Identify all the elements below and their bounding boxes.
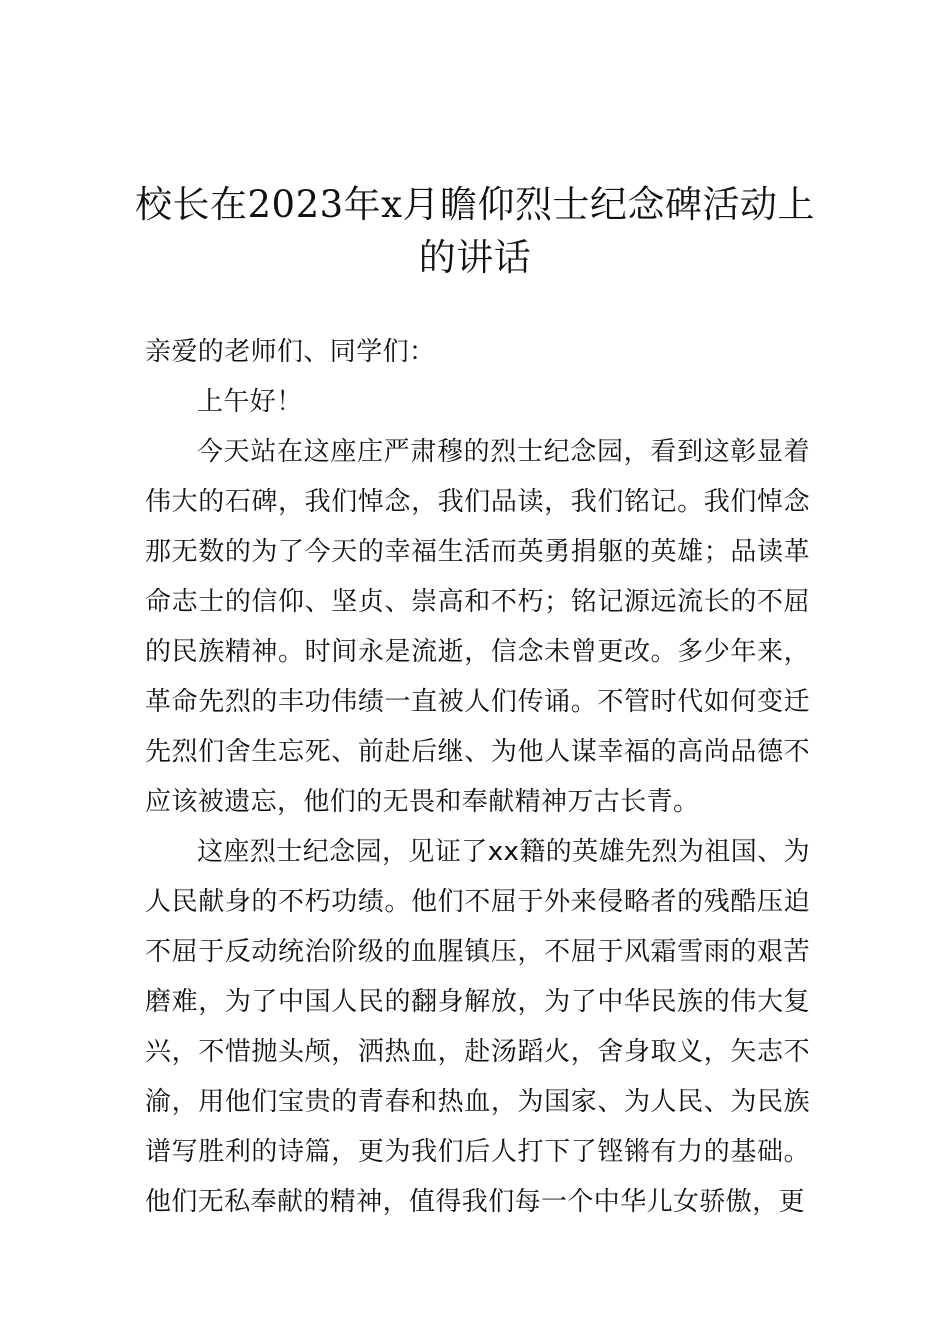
title-line-2: 的讲话	[418, 236, 532, 279]
salutation: 亲爱的老师们、同学们：	[145, 337, 436, 367]
paragraph-1: 今天站在这座庄严肃穆的烈士纪念园，看到这彰显着伟大的石碑，我们悼念，我们品读，我们铭记。我们悼念那无数的为了今天的幸福生活而英勇捐躯的英雄；品读革命志士的信仰、坚贞、崇高和不朽；铭记源远流长的不屈的民族精神。时间永是流逝，信念未曾更改。多少年来，革命先烈的丰功伟绩一直被人们传诵。不管时代如何变迁先烈们舍生忘死、前赴后继、为他人谋幸福的高尚品德不应该被遗忘，他们的无畏和奉献精神万古长青。	[145, 437, 810, 817]
greeting: 上午好！	[197, 387, 303, 417]
document-title	[120, 178, 830, 284]
speech-body	[145, 327, 810, 1227]
paragraph-2: 这座烈士纪念园，见证了xx籍的英雄先烈为祖国、为人民献身的不朽功绩。他们不屈于外来侵略者的残酷压迫不屈于反动统治阶级的血腥镇压，不屈于风霜雪雨的艰苦磨难，为了中国人民的翻身解放，为了中华民族的伟大复兴，不惜抛头颅，洒热血，赴汤蹈火，舍身取义，矢志不渝，用他们宝贵的青春和热血，为国家、为人民、为民族谱写胜利的诗篇，更为我们后人打下了铿锵有力的基础。他们无私奉献的精神，值得我们每一个中华儿女骄傲，更	[145, 837, 810, 1217]
title-line-1: 校长在2023年x月瞻仰烈士纪念碑活动上	[134, 183, 816, 226]
